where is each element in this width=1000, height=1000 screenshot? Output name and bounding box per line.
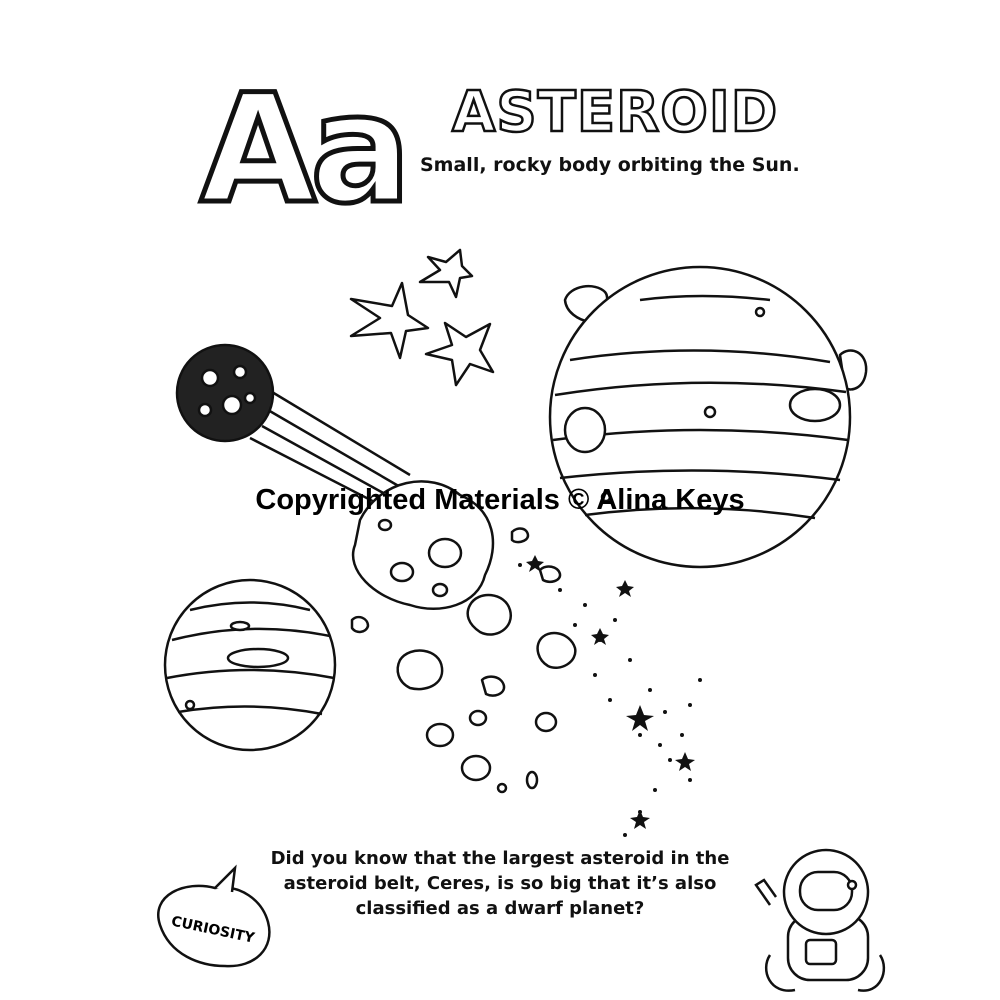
word-title: ASTEROID bbox=[452, 80, 779, 145]
bubble-label: CURIOSITY bbox=[169, 913, 256, 947]
asteroid-icon bbox=[527, 772, 537, 788]
star-icon bbox=[351, 283, 428, 358]
alphabet-letter: Aa bbox=[200, 63, 406, 237]
asteroid-icon bbox=[498, 784, 506, 792]
asteroid-icon bbox=[462, 756, 490, 780]
planet-icon bbox=[550, 267, 866, 567]
sparkle-trail bbox=[518, 555, 702, 837]
fun-fact-line-3: classified as a dwarf planet? bbox=[355, 898, 645, 919]
star-icon bbox=[426, 323, 493, 385]
astronaut-icon bbox=[756, 850, 884, 991]
star-icon bbox=[420, 250, 472, 297]
planet-icon bbox=[165, 580, 335, 750]
asteroid-icon bbox=[482, 677, 504, 696]
asteroid-icon bbox=[536, 713, 556, 731]
asteroid-icon bbox=[427, 724, 453, 746]
fun-fact-line-2: asteroid belt, Ceres, is so big that it’s also bbox=[283, 873, 717, 894]
word-definition: Small, rocky body orbiting the Sun. bbox=[420, 154, 800, 176]
asteroid-icon bbox=[512, 529, 528, 543]
asteroid-icon bbox=[468, 595, 511, 635]
fun-fact bbox=[230, 846, 770, 926]
asteroid-icon bbox=[470, 711, 486, 725]
asteroid-icon bbox=[398, 651, 442, 690]
asteroid-icon bbox=[540, 567, 560, 582]
fun-fact-line-1: Did you know that the largest asteroid in the bbox=[270, 848, 730, 869]
watermark-text: Copyrighted Materials © Alina Keys bbox=[255, 484, 745, 516]
asteroid-icon bbox=[538, 633, 576, 668]
asteroid-icon bbox=[352, 617, 368, 632]
